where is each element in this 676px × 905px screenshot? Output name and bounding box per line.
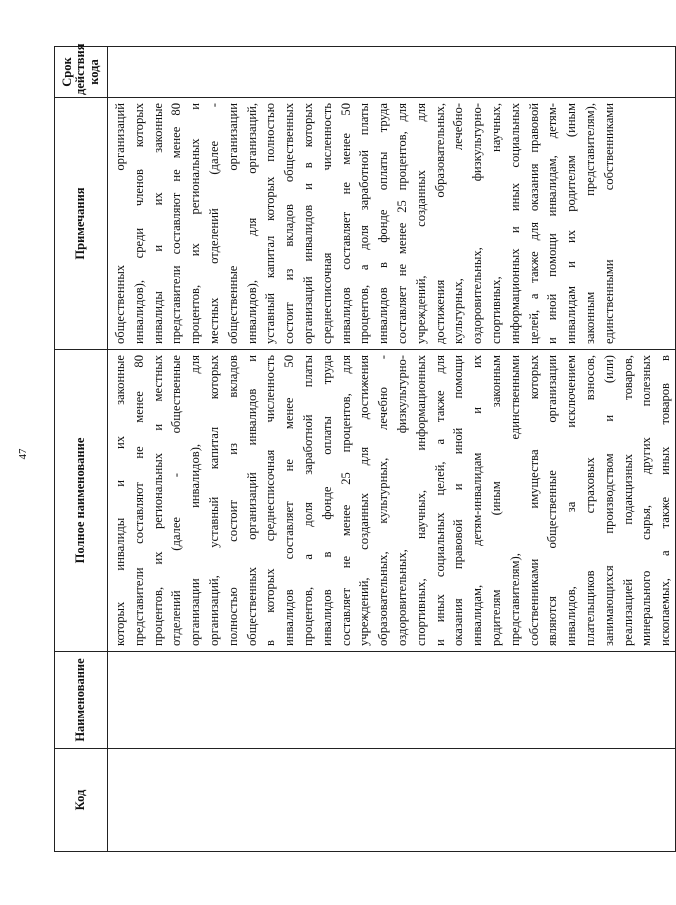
- text-line: общественных организаций: [113, 103, 127, 344]
- text-line: занимающихся производством и (или): [601, 355, 616, 646]
- text-line: инвалидов составляет не менее 50: [338, 103, 353, 344]
- text-line: ископаемых, а также иных товаров в: [658, 355, 673, 646]
- codes-table: [54, 43, 676, 852]
- page-number: 47: [17, 448, 29, 460]
- text-line: среднесписочная численность: [319, 103, 334, 344]
- text-line: инвалидов в фонде оплаты труда: [376, 103, 391, 344]
- text-line: собственниками имущества которых: [526, 355, 541, 646]
- cell-notes: [108, 98, 676, 350]
- text-line: оздоровительных, физкультурно-: [394, 355, 409, 646]
- cell-term: [108, 47, 676, 98]
- text-line: и иной помощи инвалидам, детям-: [545, 103, 560, 344]
- text-line: процентов, а доля заработной платы: [300, 355, 315, 646]
- text-line: оздоровительных, физкультурно-: [470, 103, 485, 344]
- table-header-row: [55, 47, 108, 852]
- cell-full-name: [108, 350, 676, 652]
- text-line: достижения образовательных,: [432, 103, 447, 344]
- text-line: реализацией подакцизных товаров,: [620, 355, 635, 646]
- text-line: организаций, уставный капитал которых: [206, 355, 221, 646]
- text-line: родителям (иным законным: [488, 355, 503, 646]
- text-line: организации инвалидов), для: [188, 355, 203, 646]
- text-line: культурных, лечебно-: [451, 103, 466, 344]
- header-full-name: Полное наименование: [55, 350, 108, 652]
- text-line: инвалидов), среди членов которых: [131, 103, 146, 344]
- text-line: образовательных, культурных, лечебно -: [376, 355, 391, 646]
- table-row: [108, 47, 676, 852]
- text-line: оказания правовой и иной помощи: [451, 355, 466, 646]
- text-line: инвалиды и их законные: [150, 103, 165, 344]
- text-line: в которых среднесписочная численность: [263, 355, 278, 646]
- header-code: Код: [55, 749, 108, 852]
- table-holder: [54, 43, 673, 852]
- text-line: законным представителям),: [582, 103, 597, 344]
- header-name: Наименование: [55, 652, 108, 749]
- text-line: информационных и иных социальных: [507, 103, 522, 344]
- cell-name: [108, 652, 676, 749]
- text-line: плательщиков страховых взносов,: [582, 355, 597, 646]
- text-line: общественные организации: [225, 103, 240, 344]
- text-line: полностью состоит из вкладов: [225, 355, 240, 646]
- cell-code: [108, 749, 676, 852]
- text-line: общественных организаций инвалидов и: [244, 355, 259, 646]
- text-line: представителям), единственными: [507, 355, 522, 646]
- text-line: единственными собственниками: [601, 103, 616, 344]
- text-line: составляет не менее 25 процентов, для: [394, 103, 409, 344]
- text-line: процентов, а доля заработной платы: [357, 103, 372, 344]
- text-line: и иных социальных целей, а также для: [432, 355, 447, 646]
- text-line: процентов, их региональных и: [188, 103, 203, 344]
- page-number-wrap: [8, 440, 38, 470]
- text-line: инвалидам, детям-инвалидам и их: [470, 355, 485, 646]
- text-line: составляет не менее 25 процентов, для: [338, 355, 353, 646]
- text-line: состоит из вкладов общественных: [282, 103, 297, 344]
- text-line: инвалидов составляет не менее 50: [282, 355, 297, 646]
- text-line: являются общественные организации: [545, 355, 560, 646]
- text-line: спортивных, научных, информационных: [413, 355, 428, 646]
- header-term: Срок действия кода: [55, 47, 108, 98]
- text-line: инвалидов в фонде оплаты труда: [319, 355, 334, 646]
- text-line: спортивных, научных,: [488, 103, 503, 344]
- text-line: инвалидов), для организаций,: [244, 103, 259, 344]
- text-line: целей, а также для оказания правовой: [526, 103, 541, 344]
- text-line: инвалидов, за исключением: [564, 355, 579, 646]
- text-line: местных отделений (далее -: [206, 103, 221, 344]
- text-line: учреждений, созданных для: [413, 103, 428, 344]
- text-line: уставный капитал которых полностью: [263, 103, 278, 344]
- rotated-table-wrapper: [54, 43, 673, 852]
- text-line: учреждений, созданных для достижения: [357, 355, 372, 646]
- text-line: инвалидам и их родителям (иным: [564, 103, 579, 344]
- text-line: организаций инвалидов и в которых: [300, 103, 315, 344]
- text-line: отделений (далее - общественные: [169, 355, 184, 646]
- text-line: представители составляют не менее 80: [131, 355, 146, 646]
- header-notes: Примечания: [55, 98, 108, 350]
- text-line: минерального сырья, других полезных: [639, 355, 654, 646]
- text-line: представители составляют не менее 80: [169, 103, 184, 344]
- text-line: процентов, их региональных и местных: [150, 355, 165, 646]
- text-line: которых инвалиды и их законные: [113, 355, 127, 646]
